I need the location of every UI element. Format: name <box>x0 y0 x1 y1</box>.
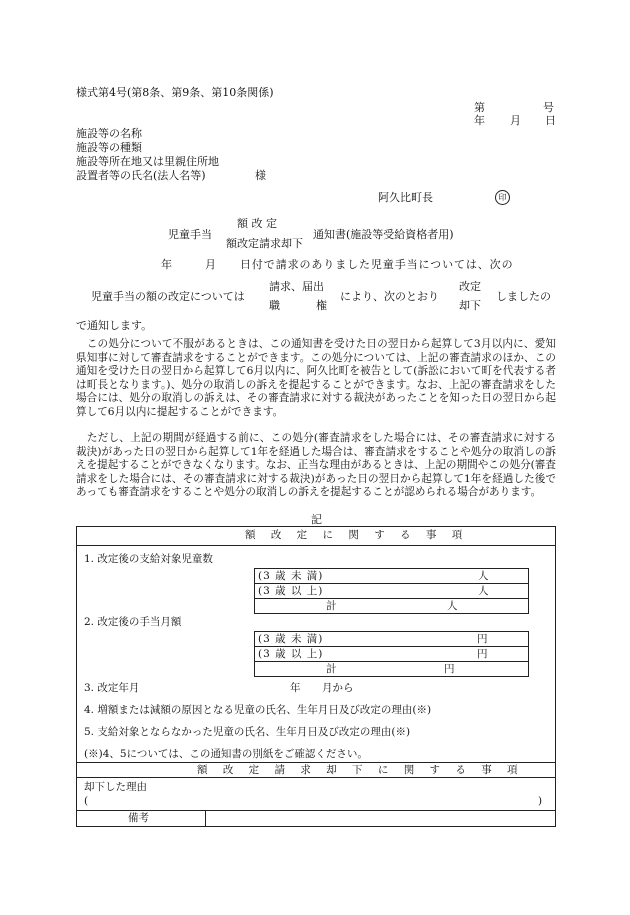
appeal-paragraph-2: ただし、上記の期間が経過する前に、この処分(審査請求をした場合には、その審査請求に対する裁決)があった日の翌日から起算して1年を経過した場合は、審査請求をすることや処分の取消しの訴えを提起することができなくなります。なお、正当な理由があるときは、上記の期間やこの処分(審査請求をした場合には、その審査請求に対する裁決)があった日の翌日から起算して1年を経過した後であっても審査請求をすることや処分の取消しの訴えを提起することが認められる場合があります。 <box>76 432 556 499</box>
child-count-over3-label: (3 歳 以 上) <box>258 585 324 597</box>
allowance-over3-unit: 円 <box>477 648 488 660</box>
item-2-label: 2. 改定後の手当月額 <box>84 616 182 628</box>
divider <box>254 661 529 662</box>
seal-icon: 印 <box>495 190 510 205</box>
divider <box>76 762 556 763</box>
title-prefix: 児童手当 <box>168 228 212 241</box>
date-day: 日 <box>545 114 556 127</box>
item-3-month: 月から <box>322 682 354 694</box>
divider <box>76 777 556 778</box>
child-count-under3-unit: 人 <box>478 570 489 582</box>
divider <box>254 583 529 584</box>
title-option-bottom: 額改定請求却下 <box>226 237 303 250</box>
item-1-label: 1. 改定後の支給対象児童数 <box>84 553 213 565</box>
intro-option-b-bottom: 却下 <box>459 299 481 312</box>
divider <box>76 545 556 546</box>
item-4-label: 4. 増額または減額の原因となる児童の氏名、生年月日及び改定の理由(※) <box>84 704 432 716</box>
title-suffix: 通知書(施設等受給資格者用) <box>313 228 454 241</box>
intro-option-a-bottom-2: 権 <box>316 299 327 312</box>
allowance-under3-label: (3 歳 未 満) <box>258 633 324 645</box>
intro-month: 月 <box>205 258 216 271</box>
rejection-reason-close-paren: ) <box>538 795 543 807</box>
honorific: 様 <box>255 169 266 182</box>
allowance-total-label: 計 <box>326 663 337 675</box>
divider <box>254 598 529 599</box>
facility-name-label: 施設等の名称 <box>76 127 142 140</box>
child-count-under3-label: (3 歳 未 満) <box>258 570 324 582</box>
allowance-total-unit: 円 <box>444 663 455 675</box>
intro-line2-end: しましたの <box>496 290 551 303</box>
intro-line2-mid: により、次のとおり <box>340 290 439 303</box>
allowance-under3-unit: 円 <box>477 633 488 645</box>
intro-option-a-top: 請求、届出 <box>269 280 324 293</box>
founder-name-label: 設置者等の氏名(法人名等) <box>76 169 206 182</box>
intro-option-b-top: 改定 <box>459 280 481 293</box>
form-number: 様式第4号(第8条、第9条、第10条関係) <box>76 86 274 99</box>
title-option-top: 額 改 定 <box>237 217 277 230</box>
item-3-label: 3. 改定年月 <box>84 682 140 694</box>
issuer-name: 阿久比町長 <box>378 191 433 204</box>
ki-label: 記 <box>311 513 322 526</box>
rejection-reason-open-paren: ( <box>84 795 89 807</box>
appeal-paragraph-1: この処分について不服があるときは、この通知書を受けた日の翌日から起算して3月以内に、愛知県知事に対して審査請求をすることができます。この処分については、上記の審査請求のほか、この通知を受けた日の翌日から起算して6月以内に、阿久比町を被告として(訴訟において町を代表する者は町長となります。)、処分の取消しの訴えを提起することができます。なお、上記の審査請求をした場合には、処分の取消しの訴えは、その審査請求に対する裁決があったことを知った日の翌日から起算して6月以内に提起することができます。 <box>76 338 556 418</box>
intro-line3: で通知します。 <box>76 319 153 332</box>
divider <box>254 646 529 647</box>
divider <box>76 810 556 811</box>
date-year: 年 <box>474 114 485 127</box>
item-5-label: 5. 支給対象とならなかった児童の氏名、生年月日及び改定の理由(※) <box>84 726 411 738</box>
doc-number-suffix: 号 <box>543 101 554 114</box>
allowance-over3-label: (3 歳 以 上) <box>258 648 324 660</box>
child-count-over3-unit: 人 <box>478 585 489 597</box>
intro-year: 年 <box>161 258 172 271</box>
item-3-year: 年 <box>290 682 301 694</box>
remarks-label: 備考 <box>128 812 149 824</box>
facility-address-label: 施設等所在地又は里親住所地 <box>76 155 219 168</box>
note: (※)4、5については、この通知書の別紙をご確認ください。 <box>84 748 368 760</box>
rejection-reason-label: 却下した理由 <box>84 781 147 793</box>
revision-header: 額 改 定 に 関 す る 事 項 <box>245 529 469 541</box>
facility-type-label: 施設等の種類 <box>76 141 142 154</box>
date-month: 月 <box>510 114 521 127</box>
doc-number-prefix: 第 <box>474 101 485 114</box>
intro-line1: 日付で請求のありました児童手当については、次の <box>240 258 514 271</box>
divider <box>205 810 206 826</box>
child-count-total-unit: 人 <box>447 600 458 612</box>
intro-line2-lead: 児童手当の額の改定については <box>91 290 245 303</box>
rejection-header: 額 改 定 請 求 却 下 に 関 す る 事 項 <box>197 764 524 776</box>
child-count-total-label: 計 <box>326 600 337 612</box>
intro-option-a-bottom-1: 職 <box>269 299 280 312</box>
